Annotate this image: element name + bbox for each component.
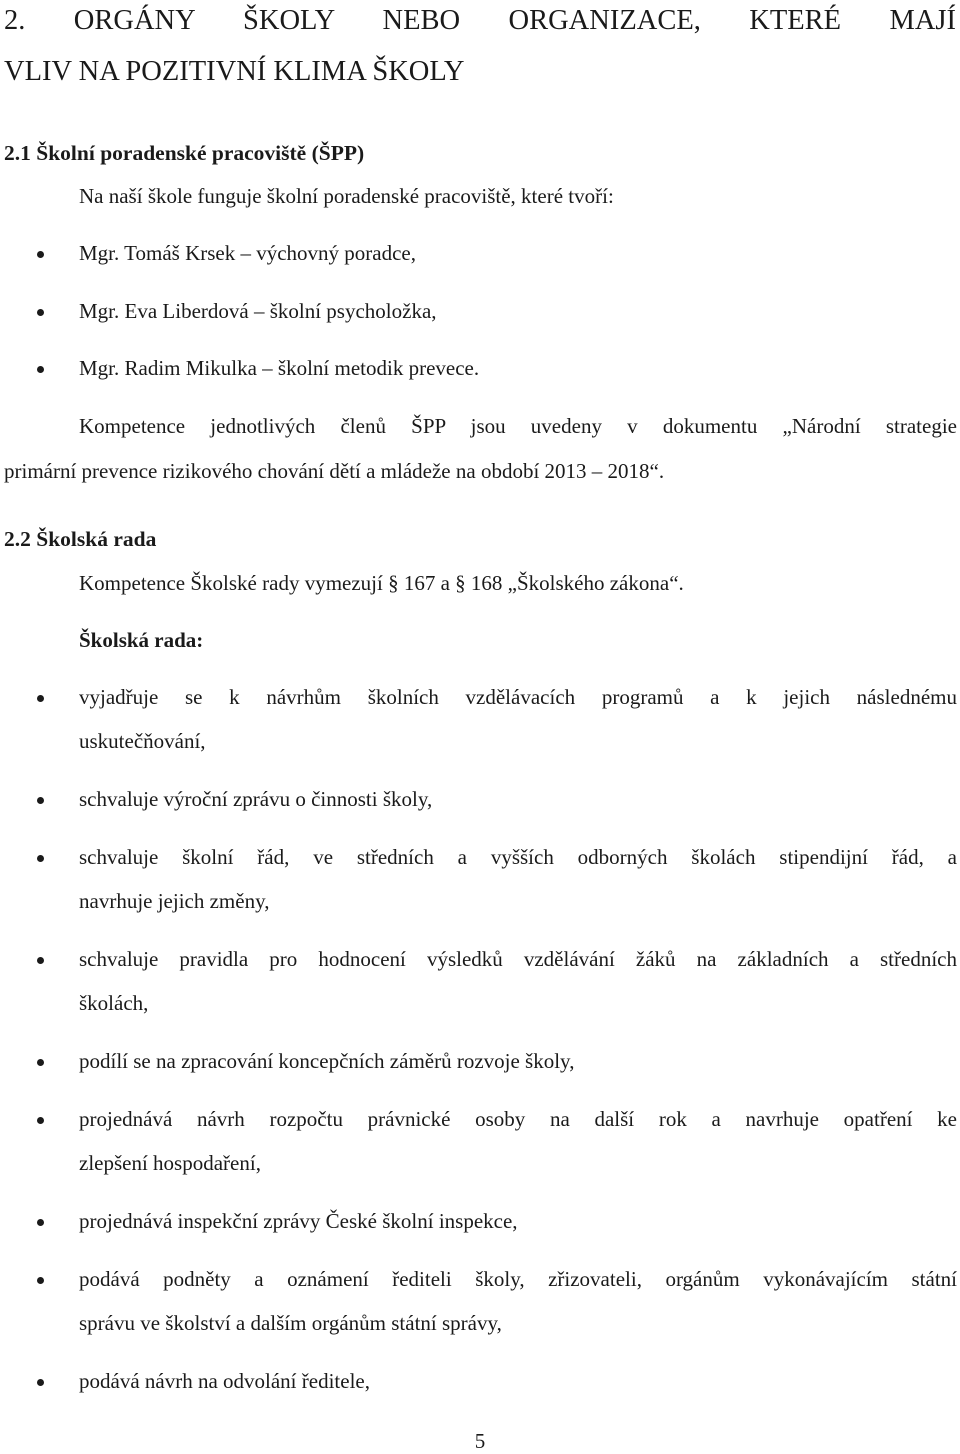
bullet-icon: [37, 366, 44, 373]
school-board-list-title: Školská rada:: [79, 628, 204, 652]
section-heading-school-board: 2.2 Školská rada: [4, 527, 157, 551]
bullet-icon: [37, 1219, 44, 1226]
spp-intro-text: Na naší škole funguje školní poradenské pracoviště, které tvoří:: [79, 184, 614, 208]
chapter-heading-line-2: VLIV NA POZITIVNÍ KLIMA ŠKOLY: [4, 56, 465, 87]
board-duty-9: podává návrh na odvolání ředitele,: [79, 1369, 370, 1393]
bullet-icon: [37, 1059, 44, 1066]
board-duty-5: podílí se na zpracování koncepčních záměrů rozvoje školy,: [79, 1049, 575, 1073]
page-number: 5: [474, 1429, 486, 1453]
spp-member-3: Mgr. Radim Mikulka – školní metodik prevece.: [79, 356, 480, 380]
board-duty-3-line-1: schvaluje školní řád, ve středních a vyšších odborných školách stipendijní řád, a: [79, 845, 957, 869]
board-duty-6-line-1: projednává návrh rozpočtu právnické osoby na další rok a navrhuje opatření ke: [79, 1107, 957, 1131]
board-duty-1-line-2: uskutečňování,: [79, 729, 206, 753]
spp-competence-line-2: primární prevence rizikového chování dětí a mládeže na období 2013 – 2018“.: [4, 459, 665, 483]
bullet-icon: [37, 957, 44, 964]
board-duty-4-line-2: školách,: [79, 991, 149, 1015]
bullet-icon: [37, 797, 44, 804]
bullet-icon: [37, 1117, 44, 1124]
chapter-heading-line-1: 2. ORGÁNY ŠKOLY NEBO ORGANIZACE, KTERÉ MAJÍ: [4, 5, 956, 36]
board-duty-7: projednává inspekční zprávy České školní inspekce,: [79, 1209, 518, 1233]
bullet-icon: [37, 309, 44, 316]
board-duty-3-line-2: navrhuje jejich změny,: [79, 889, 270, 913]
spp-competence-line-1: Kompetence jednotlivých členů ŠPP jsou uvedeny v dokumentu „Národní strategie: [79, 414, 957, 438]
bullet-icon: [37, 855, 44, 862]
section-heading-spp: 2.1 Školní poradenské pracoviště (ŠPP): [4, 141, 365, 165]
board-duty-8-line-1: podává podněty a oznámení řediteli školy, zřizovateli, orgánům vykonávajícím státní: [79, 1267, 957, 1291]
board-duty-6-line-2: zlepšení hospodaření,: [79, 1151, 261, 1175]
school-board-intro-text: Kompetence Školské rady vymezují § 167 a § 168 „Školského zákona“.: [79, 571, 684, 595]
bullet-icon: [37, 1379, 44, 1386]
bullet-icon: [37, 695, 44, 702]
bullet-icon: [37, 251, 44, 258]
board-duty-1-line-1: vyjadřuje se k návrhům školních vzdělávacích programů a k jejich následnému: [79, 685, 957, 709]
board-duty-2: schvaluje výroční zprávu o činnosti školy,: [79, 787, 433, 811]
bullet-icon: [37, 1277, 44, 1284]
spp-member-2: Mgr. Eva Liberdová – školní psycholožka,: [79, 299, 437, 323]
spp-member-1: Mgr. Tomáš Krsek – výchovný poradce,: [79, 241, 416, 265]
board-duty-8-line-2: správu ve školství a dalším orgánům státní správy,: [79, 1311, 502, 1335]
board-duty-4-line-1: schvaluje pravidla pro hodnocení výsledků vzdělávání žáků na základních a středních: [79, 947, 957, 971]
